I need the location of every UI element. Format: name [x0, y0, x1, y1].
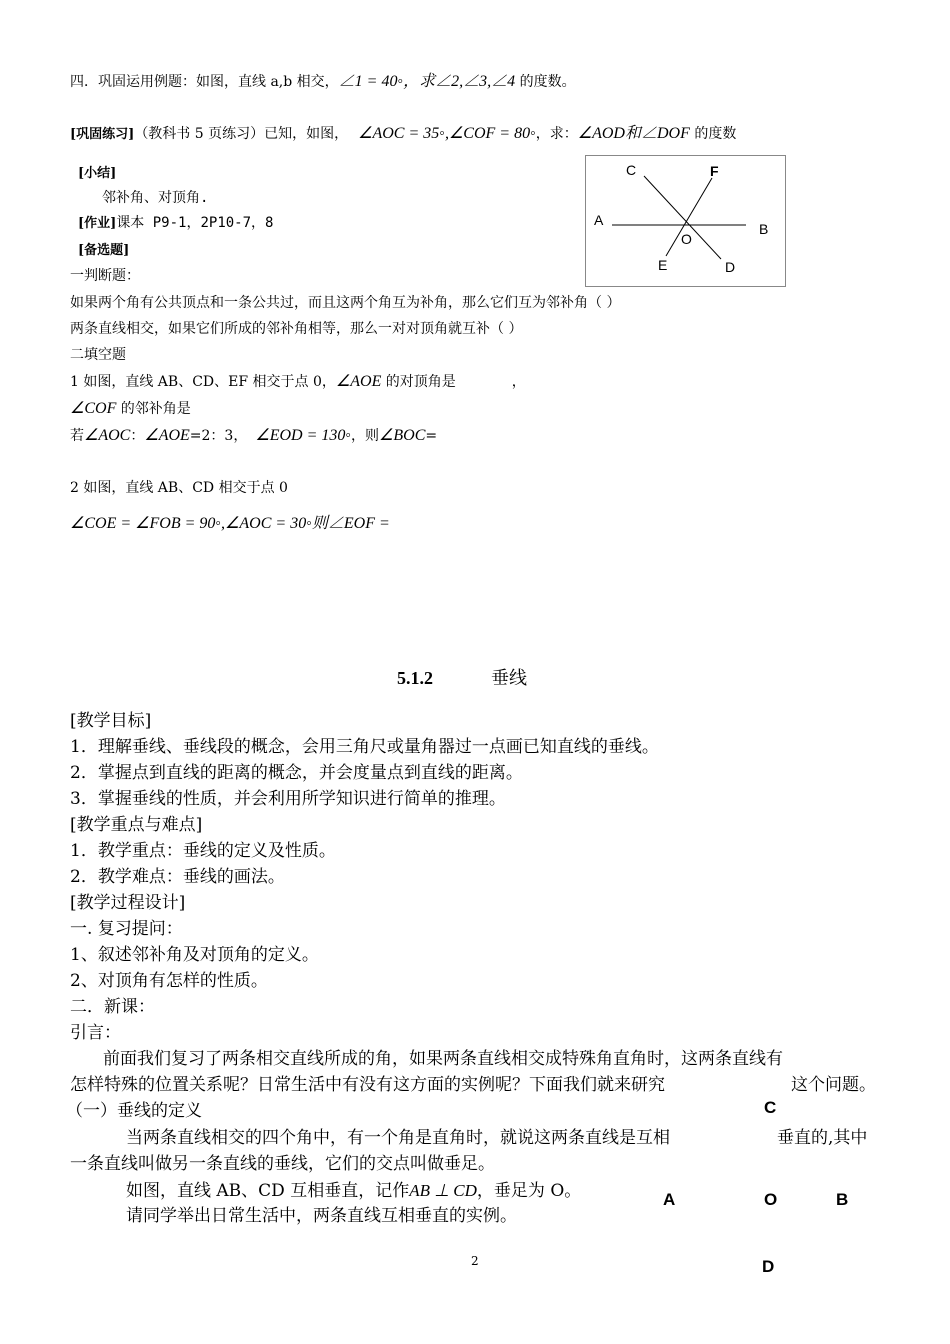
def-p2: 一条直线叫做另一条直线的垂线，它们的交点叫做垂足。: [70, 1154, 495, 1174]
goal-3: 3．掌握垂线的性质，并会利用所学知识进行简单的推理。: [70, 789, 506, 809]
example-text: 四．巩固运用例题：如图，直线 a,b 相交，: [70, 74, 339, 90]
fill-1c: 若∠AOC：∠AOE=2：3， ∠EOD = 130◦，则∠BOC=: [70, 427, 438, 444]
label-f: F: [710, 163, 719, 179]
key-1: 1．教学重点：垂线的定义及性质。: [70, 841, 336, 861]
label-d: D: [725, 259, 736, 275]
homework-text: 课本 P9-1，2P10-7，8: [116, 215, 274, 231]
label-e: E: [658, 257, 668, 273]
judge-1: 如果两个角有公共顶点和一条公共过，而且这两个角互为补角，那么它们互为邻补角（ ）: [70, 295, 621, 311]
fill-2a: 2 如图，直线 AB、CD 相交于点 0: [70, 480, 288, 496]
practice-text: （教科书 5 页练习）已知，如图，: [134, 126, 349, 142]
homework-line: [78, 215, 273, 230]
practice-math: ∠AOC = 35◦,∠COF = 80◦: [358, 125, 536, 142]
intro-title: 引言：: [70, 1023, 121, 1043]
fig2-label-o: O: [764, 1190, 778, 1209]
summary-text: 邻补角、对顶角.: [102, 190, 209, 206]
fill-2b: ∠COE = ∠FOB = 90◦,∠AOC = 30◦则∠EOF =: [70, 515, 390, 532]
fill-1b: ∠COF 的邻补角是: [70, 400, 191, 417]
example-math: ∠1 = 40◦，求∠2,∠3,∠4: [338, 73, 516, 90]
review-2: 2、对顶角有怎样的性质。: [70, 971, 268, 991]
intro-p1: 前面我们复习了两条相交直线所成的角，如果两条直线相交成特殊角直角时，这两条直线有: [103, 1049, 783, 1069]
figure-lines: [586, 156, 785, 286]
practice-math2: ∠AOD和∠DOF: [577, 125, 690, 142]
review-title: 一. 复习提问：: [70, 919, 183, 939]
goal-head: [教学目标]: [70, 711, 152, 731]
example-suffix: 的度数。: [515, 74, 576, 90]
key-head: [教学重点与难点]: [70, 815, 203, 835]
fig2-label-c: C: [764, 1098, 777, 1117]
fill-title: 二填空题: [70, 347, 126, 363]
review-1: 1、叙述邻补角及对顶角的定义。: [70, 945, 319, 965]
optional-tag: [备选题]: [78, 243, 130, 258]
def-p4: 请同学举出日常生活中，两条直线互相垂直的实例。: [126, 1206, 517, 1226]
key-2: 2．教学难点：垂线的画法。: [70, 867, 285, 887]
section-title: 垂线: [491, 668, 527, 689]
judge-title: 一判断题：: [70, 268, 140, 284]
intro-p2: 怎样特殊的位置关系呢？日常生活中有没有这方面的实例呢？下面我们就来研究: [70, 1075, 665, 1095]
homework-tag: [作业]: [78, 216, 117, 231]
def-p3: 如图，直线 AB、CD 互相垂直，记作AB ⊥ CD，垂足为 O。: [126, 1181, 582, 1201]
def-p1-end: 垂直的,其中: [777, 1128, 868, 1148]
fig2-label-d: D: [762, 1257, 775, 1276]
practice-line: [70, 126, 736, 142]
practice-mid: ，求：: [535, 126, 578, 142]
process-head: [教学过程设计]: [70, 893, 186, 913]
summary-tag: [小结]: [78, 166, 117, 181]
section-heading: [397, 669, 527, 688]
def-p1: 当两条直线相交的四个角中，有一个角是直角时，就说这两条直线是互相: [126, 1128, 670, 1148]
page-number: 2: [471, 1254, 479, 1268]
def-title: （一）垂线的定义: [66, 1101, 202, 1121]
new-title: 二．新课：: [70, 997, 155, 1017]
practice-tag: [巩固练习]: [70, 127, 135, 142]
practice-suffix: 的度数: [689, 126, 737, 142]
label-c: C: [626, 162, 637, 178]
goal-1: 1．理解垂线、垂线段的概念，会用三角尺或量角器过一点画已知直线的垂线。: [70, 737, 659, 757]
label-b: B: [759, 221, 769, 237]
fig2-label-b: B: [836, 1190, 849, 1209]
fig2-label-a: A: [663, 1190, 676, 1209]
example-line: [70, 74, 576, 90]
label-a: A: [594, 212, 604, 228]
judge-2: 两条直线相交，如果它们所成的邻补角相等，那么一对对顶角就互补（ ）: [70, 321, 523, 337]
label-o: O: [681, 231, 692, 247]
intersecting-lines-figure: [585, 155, 786, 287]
goal-2: 2．掌握点到直线的距离的概念，并会度量点到直线的距离。: [70, 763, 523, 783]
intro-p2-end: 这个问题。: [791, 1075, 876, 1095]
fill-1a: 1 如图，直线 AB、CD、EF 相交于点 0，∠AOE 的对顶角是 ，: [70, 373, 526, 390]
section-number: 5.1.2: [397, 668, 433, 688]
